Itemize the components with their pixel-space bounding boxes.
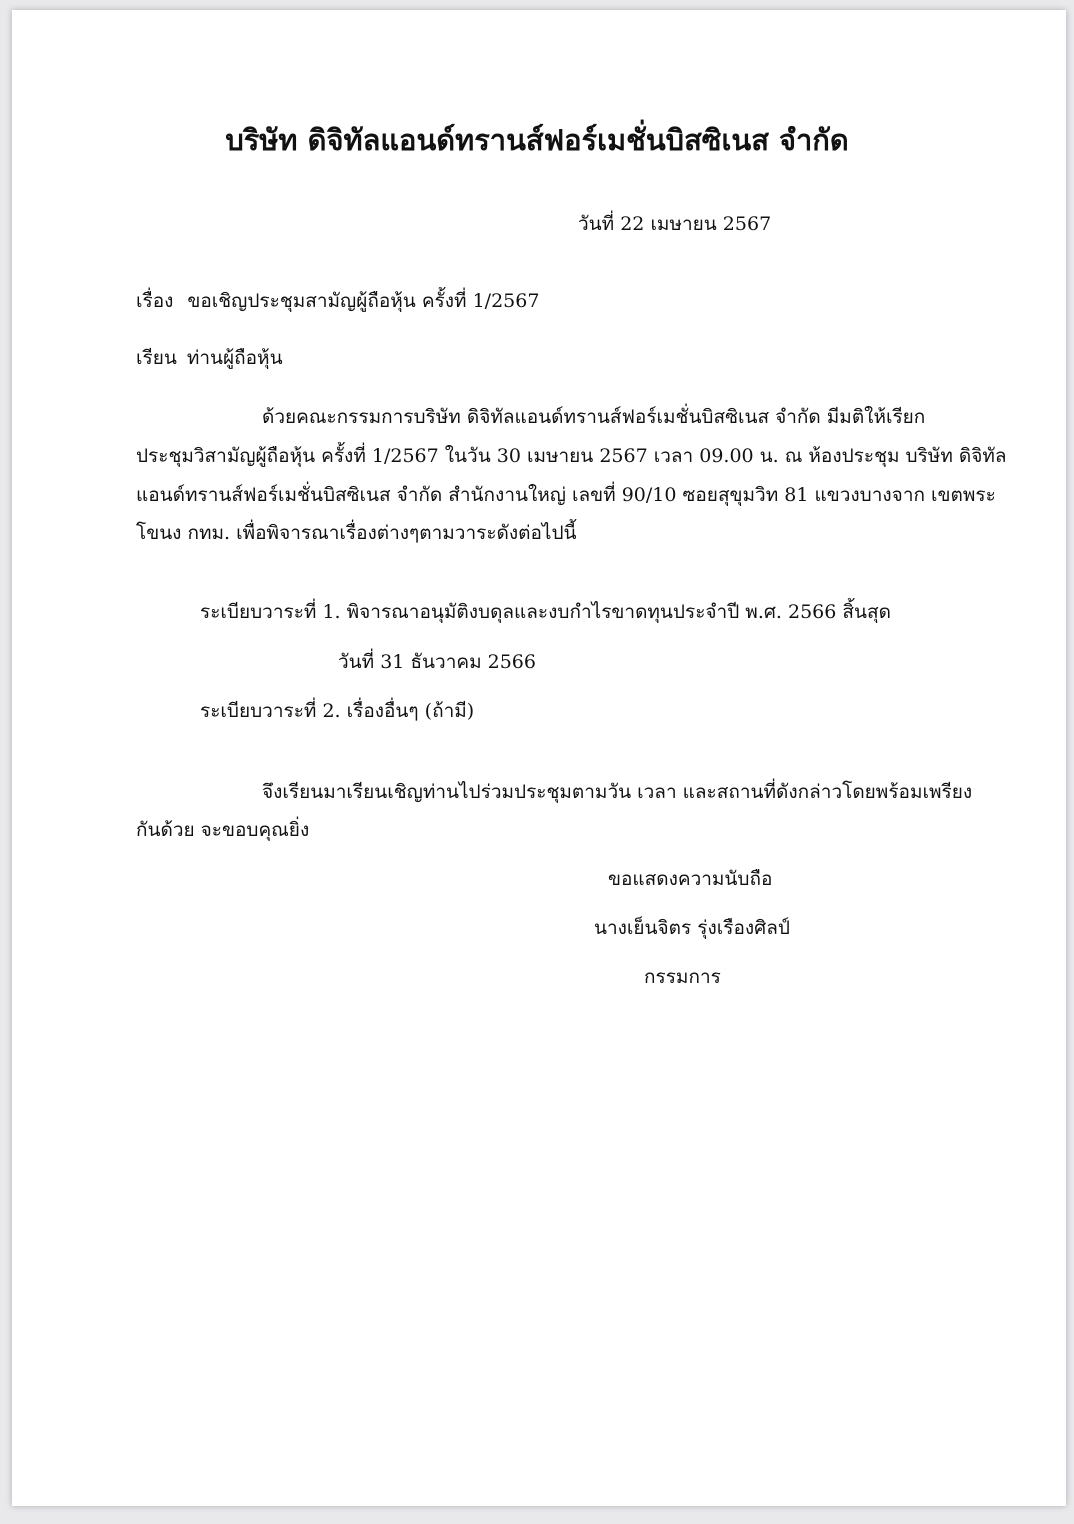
closing-line-2: กันด้วย จะขอบคุณยิ่ง (136, 819, 310, 841)
body-line-2: ประชุมวิสามัญผู้ถือหุ้น ครั้งที่ 1/2567 ในวัน 30 เมษายน 2567 เวลา 09.00 น. ณ ห้องประชุม บริษัท ดิจิทัล (136, 445, 1007, 467)
signature-name: นางเย็นจิตร รุ่งเรืองศิลป์ (594, 917, 790, 939)
subject-label: เรื่อง (136, 290, 174, 312)
signature-position: กรรมการ (644, 966, 721, 988)
letter-page (12, 10, 1066, 1506)
body-line-3: แอนด์ทรานส์ฟอร์เมชั่นบิสซิเนส จำกัด สำนักงานใหญ่ เลขที่ 90/10 ซอยสุขุมวิท 81 แขวงบางจาก เขตพระ (136, 484, 996, 506)
salutation-text: ท่านผู้ถือหุ้น (186, 347, 283, 369)
subject-line (136, 289, 539, 313)
closing-line-1: จึงเรียนมาเรียนเชิญท่านไปร่วมประชุมตามวัน เวลา และสถานที่ดังกล่าวโดยพร้อมเพรียง (262, 781, 973, 803)
signature-regards: ขอแสดงความนับถือ (608, 868, 773, 890)
body-line-1: ด้วยคณะกรรมการบริษัท ดิจิทัลแอนด์ทรานส์ฟอร์เมชั่นบิสซิเนส จำกัด มีมติให้เรียก (262, 406, 926, 428)
company-title: บริษัท ดิจิทัลแอนด์ทรานส์ฟอร์เมชั่นบิสซิเนส จำกัด (225, 123, 849, 157)
agenda-item-1-cont: วันที่ 31 ธันวาคม 2566 (338, 651, 536, 673)
salutation-label: เรียน (136, 347, 177, 369)
subject-text: ขอเชิญประชุมสามัญผู้ถือหุ้น ครั้งที่ 1/2567 (187, 290, 540, 312)
date-line: วันที่ 22 เมษายน 2567 (578, 213, 772, 235)
salutation-line (136, 346, 283, 370)
agenda-item-2: ระเบียบวาระที่ 2. เรื่องอื่นๆ (ถ้ามี) (200, 700, 475, 722)
body-line-4: โขนง กทม. เพื่อพิจารณาเรื่องต่างๆตามวาระดังต่อไปนี้ (136, 522, 577, 544)
agenda-item-1: ระเบียบวาระที่ 1. พิจารณาอนุมัติงบดุลและงบกำไรขาดทุนประจำปี พ.ศ. 2566 สิ้นสุด (200, 601, 891, 623)
